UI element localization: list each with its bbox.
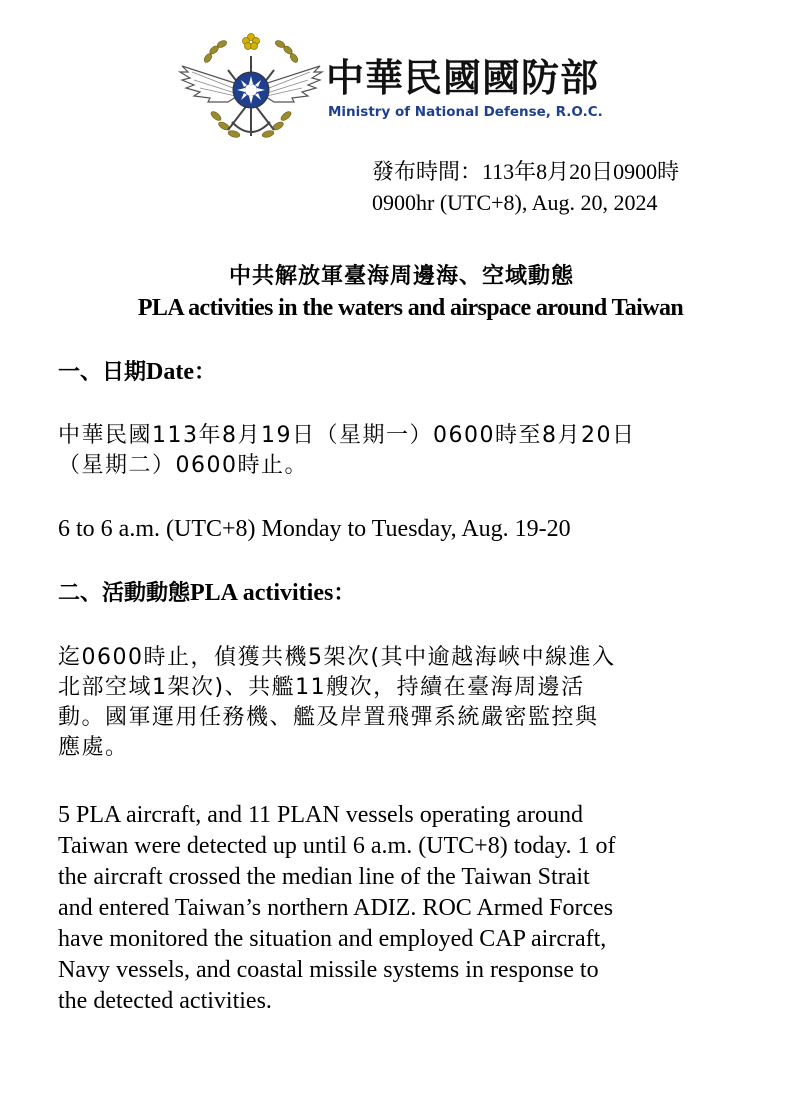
section-activities-english-text [58,800,748,1017]
mnd-emblem-icon [178,30,324,148]
text-line: （星期二）0600時止。 [58,453,308,478]
text-line: the aircraft crossed the median line of the Taiwan Strait [58,864,590,890]
text-line: and entered Taiwan’s northern ADIZ. ROC Armed Forces [58,895,614,921]
text-line: have monitored the situation and employed CAP aircraft, [58,926,607,952]
release-time [372,156,679,218]
section-activities-heading [58,578,748,609]
section-date-heading [58,357,748,388]
section-date-heading-cn: 一、日期 [58,360,147,385]
section-activities-heading-cn: 二、活動動態 [58,581,191,606]
text-line: 5 PLA aircraft, and 11 PLAN vessels operating around [58,802,583,828]
text-line: 北部空域1架次)、共艦11艘次，持續在臺海周邊活 [58,675,585,700]
org-name-english: Ministry of National Defense, R.O.C. [328,104,603,120]
section-activities-heading-colon: ： [333,581,356,606]
text-line: 動。國軍運用任務機、艦及岸置飛彈系統嚴密監控與 [58,705,599,730]
document-title-english: PLA activities in the waters and airspace around Taiwan [137,295,684,321]
section-date-heading-colon: ： [194,360,217,385]
text-line: 迄0600時止，偵獲共機5架次(其中逾越海峽中線進入 [58,645,616,670]
text-line: Taiwan were detected up until 6 a.m. (UTC+8) today. 1 of [58,833,616,859]
text-line: Navy vessels, and coastal missile systems in response to [58,957,599,983]
section-date-chinese-text [58,421,748,481]
text-line: 應處。 [58,735,129,760]
section-activities-chinese-text [58,643,748,763]
org-name-chinese: 中華民國國防部 [326,56,600,100]
document-title-chinese: 中共解放軍臺海周邊海、空域動態 [228,264,574,289]
text-line: 6 to 6 a.m. (UTC+8) Monday to Tuesday, Aug. 19-20 [58,516,571,542]
section-activities-heading-en: PLA activities [190,580,334,606]
section-date-heading-en: Date [146,359,194,385]
text-line: 中華民國113年8月19日（星期一）0600時至8月20日 [58,423,636,448]
section-date-english-text [58,514,748,545]
text-line: the detected activities. [58,988,272,1014]
release-time-chinese: 發布時間：113年8月20日0900時 [372,159,680,184]
release-time-english: 0900hr (UTC+8), Aug. 20, 2024 [372,190,658,215]
